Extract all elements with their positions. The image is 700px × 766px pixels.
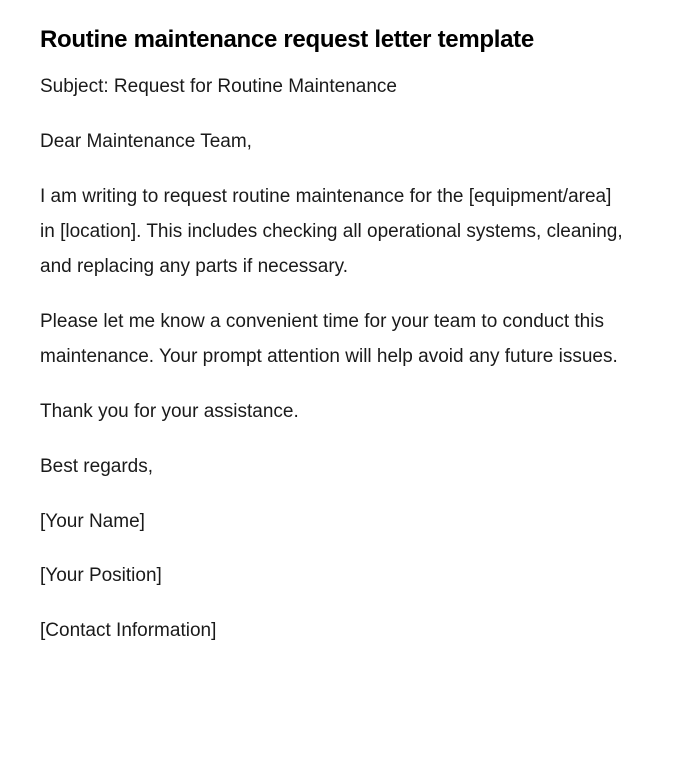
salutation: Dear Maintenance Team, xyxy=(40,130,252,152)
signature-name: [Your Name] xyxy=(40,510,145,532)
thank-you-line: Thank you for your assistance. xyxy=(40,401,299,423)
closing-line: Best regards, xyxy=(40,455,153,477)
body-paragraph-request: I am writing to request routine maintenance for the [equipment/area] in [location]. This includes checking all operational systems, cleaning, and replacing any parts if necessary. xyxy=(40,185,623,278)
letter-template-page xyxy=(40,22,630,668)
signature-contact: [Contact Information] xyxy=(40,620,217,642)
subject-line: Subject: Request for Routine Maintenance xyxy=(40,76,397,97)
page-title: Routine maintenance request letter template xyxy=(40,26,534,53)
body-paragraph-scheduling: Please let me know a convenient time for your team to conduct this maintenance. Your prompt attention will help avoid any future issues. xyxy=(40,310,618,368)
signature-position: [Your Position] xyxy=(40,565,162,587)
